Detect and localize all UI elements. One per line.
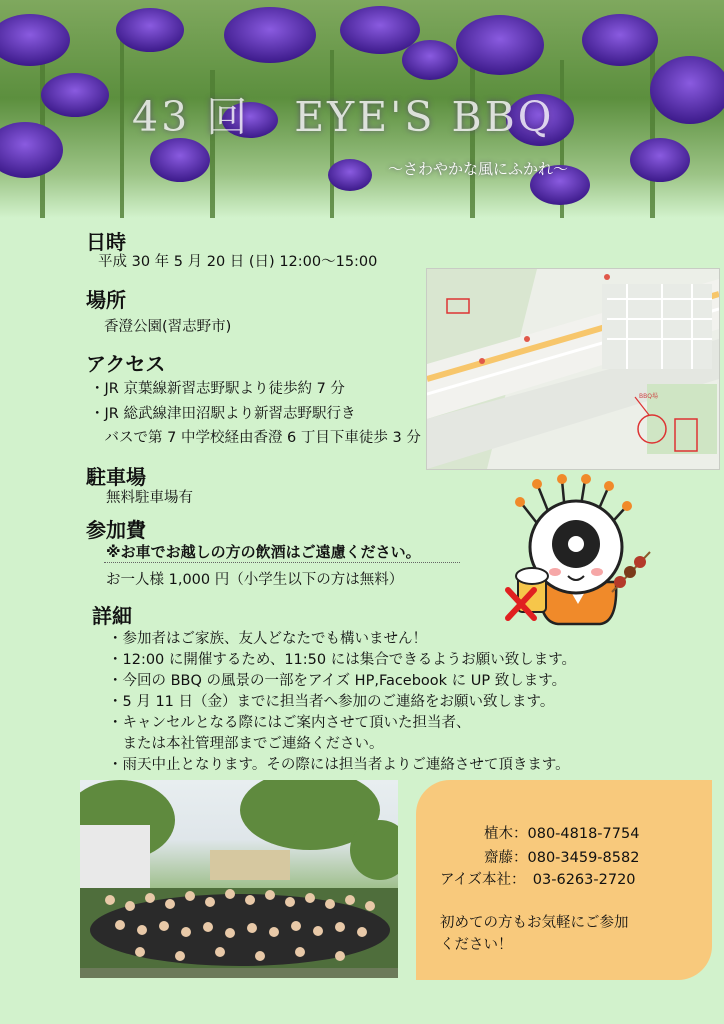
fee-note: ※お車でお越しの方の飲酒はご遠慮ください。	[106, 543, 421, 561]
map-image	[427, 269, 719, 469]
map-bbq-label: BBQ場	[639, 393, 658, 400]
contact-message-line-1: 初めての方もお気軽にご参加	[440, 915, 629, 931]
event-subtitle: ～さわやかな風にふかれ～	[388, 160, 569, 178]
contact-message-line-2: ください！	[440, 937, 513, 953]
contact-box	[416, 780, 712, 980]
contact-head-office: アイズ本社： 03-6263-2720	[440, 872, 636, 888]
hero-banner	[0, 0, 724, 218]
fee-value: お一人様 1,000 円（小学生以下の方は無料）	[106, 572, 404, 588]
mascot-illustration	[500, 472, 670, 632]
date-value: 平成 30 年 5 月 20 日 (日) 12:00～15:00	[98, 254, 378, 270]
group-photo	[80, 780, 398, 978]
fee-heading: 参加費	[86, 518, 146, 542]
details-line: ・参加者はご家族、友人どなたでも構いません！	[108, 631, 427, 647]
access-heading: アクセス	[86, 352, 166, 376]
details-line: または本社管理部までご連絡ください。	[108, 736, 384, 752]
location-map	[426, 268, 720, 470]
group-photo-image	[80, 780, 398, 978]
access-line: バスで第 7 中学校経由香澄 6 丁目下車徒歩 3 分	[90, 430, 421, 446]
access-line: ・JR 総武線津田沼駅より新習志野駅行き	[90, 406, 356, 422]
place-heading: 場所	[86, 288, 126, 312]
details-line: ・雨天中止となります。その際には担当者よりご連絡させて頂きます。	[108, 757, 570, 773]
date-heading: 日時	[86, 230, 126, 254]
contact-saito: 齋藤：080-3459-8582	[484, 850, 640, 866]
contact-ueki: 植木：080-4818-7754	[484, 826, 640, 842]
access-line: ・JR 京葉線新習志野駅より徒歩約 7 分	[90, 381, 345, 397]
details-line: ・キャンセルとなる際にはご案内させて頂いた担当者、	[108, 715, 471, 731]
parking-value: 無料駐車場有	[106, 490, 193, 506]
parking-heading: 駐車場	[86, 465, 146, 489]
fee-divider	[104, 562, 460, 563]
details-line: ・5 月 11 日（金）までに担当者へ参加のご連絡をお願い致します。	[108, 694, 555, 710]
details-heading: 詳細	[92, 604, 132, 628]
event-title: 43 回 EYE'S BBQ	[132, 93, 555, 141]
details-line: ・今回の BBQ の風景の一部をアイズ HP,Facebook に UP 致します。	[108, 673, 567, 689]
place-value: 香澄公園(習志野市)	[104, 319, 232, 335]
details-line: ・12:00 に開催するため、11:50 には集合できるようお願い致します。	[108, 652, 577, 668]
